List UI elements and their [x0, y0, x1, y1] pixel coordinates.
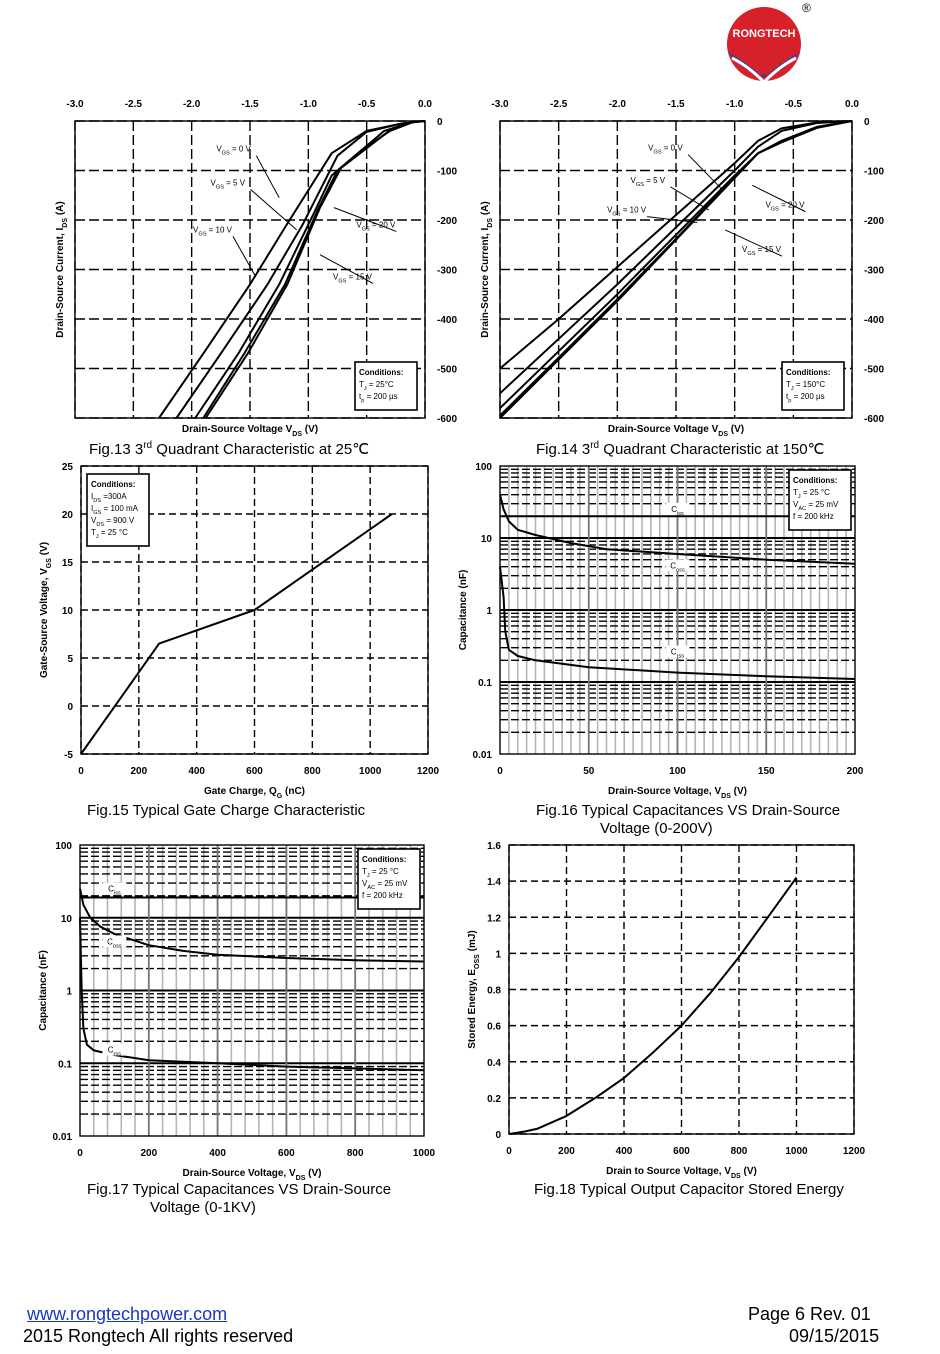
x-tick-label: 600: [278, 1148, 295, 1159]
series-label: $C_{rss}$: [670, 647, 685, 660]
conditions-line: $V_{AC} = 25$ mV: [793, 500, 839, 512]
x-tick-label: -1.0: [299, 99, 317, 110]
y-tick-label: 10: [480, 534, 492, 545]
series-label: $V_{GS} = 10$ V: [607, 205, 647, 218]
y-tick-label: 1: [486, 606, 492, 617]
conditions-line: f = 200 kHz: [362, 891, 403, 900]
y-tick-label: -300: [864, 265, 885, 277]
series-label: $C_{rss}$: [107, 1045, 122, 1058]
series-label: $C_{iss}$: [671, 504, 684, 517]
x-tick-label: 200: [846, 766, 864, 777]
y-tick-label: 0.01: [52, 1132, 72, 1143]
label-leader: [688, 155, 723, 191]
y-tick-label: 1.6: [487, 841, 501, 852]
conditions-line: $T_J = 25$ °C: [91, 528, 128, 540]
x-tick-label: 100: [669, 766, 686, 777]
chart-fig14: [480, 99, 884, 438]
y-tick-label: 1: [495, 949, 501, 961]
x-tick-label: -0.5: [358, 99, 376, 110]
conditions-line: Conditions:: [362, 855, 407, 864]
y-tick-label: -600: [864, 414, 885, 425]
y-tick-label: 0.2: [487, 1093, 501, 1105]
x-tick-label: 400: [209, 1148, 226, 1159]
x-tick-label: 0: [77, 1148, 83, 1159]
x-tick-label: 200: [130, 766, 148, 777]
x-tick-label: -1.0: [726, 99, 744, 110]
y-axis-title: Gate-Source Voltage, $V_{GS}$ (V): [39, 541, 53, 679]
series-label: $V_{GS} = 20$ V: [356, 220, 396, 233]
x-tick-label: 800: [730, 1146, 748, 1157]
y-axis-title: Drain-Source Current, $I_{DS}$ (A): [55, 201, 69, 338]
y-tick-label: 5: [67, 654, 73, 665]
y-tick-label: -300: [437, 265, 458, 277]
x-tick-label: -3.0: [491, 99, 509, 110]
y-tick-label: 15: [61, 558, 73, 569]
y-tick-label: 1: [66, 986, 72, 998]
x-tick-label: 800: [346, 1148, 364, 1159]
x-tick-label: -0.5: [784, 99, 802, 110]
x-tick-label: 1000: [785, 1146, 808, 1157]
y-tick-label: 100: [475, 462, 492, 473]
y-tick-label: -100: [864, 166, 885, 178]
label-leader: [256, 156, 279, 198]
conditions-line: $T_J = 25$ °C: [793, 488, 830, 500]
x-tick-label: 200: [558, 1146, 575, 1157]
x-tick-label: 200: [140, 1148, 158, 1159]
y-tick-label: 0.4: [487, 1057, 501, 1069]
series-label: $V_{GS} = 5$ V: [210, 178, 246, 191]
y-tick-label: -5: [64, 750, 73, 761]
series-label: $V_{GS} = 20$ V: [765, 200, 805, 213]
conditions-line: $t_p = 200$ µs: [786, 392, 825, 404]
conditions-line: $T_J = 150^\circ C$: [786, 380, 826, 392]
logo-text: RONGTECH: [732, 28, 796, 40]
x-tick-label: 1000: [359, 766, 382, 777]
conditions-line: Conditions:: [91, 480, 136, 489]
y-tick-label: 25: [61, 462, 73, 473]
footer-date: 09/15/2015: [789, 1326, 880, 1346]
x-axis-title: Drain-Source Voltage, $V_{DS}$ (V): [607, 786, 748, 800]
caption-fig14: Fig.14 3rd Quadrant Characteristic at 150℃: [536, 440, 825, 458]
y-tick-label: 0: [864, 117, 870, 128]
series-label: $V_{GS} = 0$ V: [216, 144, 251, 157]
y-tick-label: 1.2: [487, 913, 501, 925]
x-tick-label: 0: [497, 766, 503, 777]
conditions-line: $T_J = 25^\circ C$: [359, 380, 394, 392]
series-label: $C_{oss}$: [670, 561, 685, 574]
website-link[interactable]: www.rongtechpower.com: [27, 1304, 228, 1324]
x-tick-label: -2.0: [183, 99, 201, 110]
y-tick-label: 10: [61, 606, 73, 617]
x-tick-label: -2.0: [608, 99, 626, 110]
y-tick-label: 0.1: [478, 678, 492, 689]
x-tick-label: -2.5: [550, 99, 568, 110]
y-tick-label: 20: [61, 510, 73, 521]
x-tick-label: 0.0: [418, 99, 432, 110]
y-tick-label: -100: [437, 166, 458, 178]
x-tick-label: 400: [615, 1146, 633, 1157]
y-tick-label: 0: [495, 1130, 501, 1141]
conditions-line: $t_p = 200$ µs: [359, 392, 398, 404]
x-tick-label: -1.5: [241, 99, 259, 110]
chart-fig18: [467, 841, 866, 1180]
page-number: Page 6 Rev. 01: [748, 1304, 871, 1324]
conditions-line: $I_{GS} = 100$ mA: [91, 504, 139, 516]
conditions-line: Conditions:: [359, 368, 404, 377]
caption-fig17-line2: Voltage (0-1KV): [150, 1199, 256, 1216]
conditions-line: $I_{DS} =300A$: [91, 492, 127, 504]
y-tick-label: -500: [437, 364, 458, 376]
series-label: $C_{oss}$: [107, 937, 122, 950]
y-axis-title: Capacitance (nF): [38, 950, 49, 1031]
y-tick-label: 100: [55, 841, 72, 852]
y-tick-label: -200: [864, 216, 885, 227]
x-tick-label: 600: [673, 1146, 690, 1157]
y-axis-title: Capacitance (nF): [458, 569, 469, 651]
conditions-line: $V_{AC} = 25$ mV: [362, 879, 408, 891]
y-tick-label: 10: [60, 913, 72, 925]
x-tick-label: 1200: [416, 766, 440, 777]
conditions-line: $T_J = 25$ °C: [362, 867, 399, 879]
y-axis-title: Drain-Source Current, $I_{DS}$ (A): [480, 201, 494, 338]
y-axis-title: Stored Energy, $E_{OSS}$ (mJ): [467, 930, 481, 1049]
x-axis-title: Drain to Source Voltage, $V_{DS}$ (V): [606, 1166, 757, 1180]
label-leader: [251, 189, 297, 230]
series-label: $V_{GS} = 15$ V: [742, 245, 782, 258]
conditions-line: Conditions:: [786, 368, 831, 377]
x-tick-label: 800: [303, 766, 321, 777]
caption-fig15: Fig.15 Typical Gate Charge Characteristic: [87, 802, 366, 819]
caption-fig13: Fig.13 3rd Quadrant Characteristic at 25℃: [89, 440, 370, 458]
x-tick-label: 0: [506, 1146, 512, 1157]
x-tick-label: 0: [78, 766, 84, 777]
x-tick-label: 50: [583, 766, 595, 777]
caption-fig16-line2: Voltage (0-200V): [600, 820, 713, 837]
x-tick-label: -2.5: [124, 99, 142, 110]
chart-fig17: [38, 841, 436, 1182]
chart-fig16: [458, 462, 864, 800]
y-tick-label: 0.6: [487, 1021, 501, 1033]
x-tick-label: 150: [757, 766, 775, 777]
y-tick-label: -200: [437, 216, 458, 227]
y-tick-label: 1.4: [487, 877, 501, 889]
y-tick-label: 0.8: [487, 985, 501, 997]
x-tick-label: -3.0: [66, 99, 84, 110]
copyright-text: 2015 Rongtech All rights reserved: [23, 1326, 294, 1346]
x-tick-label: 600: [246, 766, 263, 777]
x-axis-title: Drain-Source Voltage $V_{DS}$ (V): [181, 424, 319, 438]
conditions-line: $V_{DS} = 900$ V: [91, 516, 135, 528]
y-tick-label: -400: [864, 315, 885, 326]
y-tick-label: 0.01: [472, 750, 492, 761]
label-leader: [233, 236, 256, 277]
x-tick-label: 1200: [842, 1146, 866, 1157]
caption-fig16-line1: Fig.16 Typical Capacitances VS Drain-Source: [536, 802, 841, 819]
x-tick-label: 0.0: [845, 99, 859, 110]
x-tick-label: -1.5: [667, 99, 685, 110]
y-tick-label: 0: [437, 117, 443, 128]
series-label: $V_{GS} = 10$ V: [193, 225, 233, 238]
series-label: $C_{iss}$: [108, 884, 121, 897]
chart-fig15: [39, 462, 440, 800]
series-line-0: [81, 514, 392, 754]
y-tick-label: -600: [437, 414, 458, 425]
series-line-0: [509, 878, 797, 1135]
series-label: $V_{GS} = 0$ V: [648, 143, 683, 156]
caption-fig17-line1: Fig.17 Typical Capacitances VS Drain-Source: [87, 1181, 392, 1198]
conditions-line: Conditions:: [793, 476, 838, 485]
y-tick-label: 0: [67, 702, 73, 713]
series-label: $V_{GS} = 15$ V: [333, 272, 373, 285]
x-tick-label: 1000: [412, 1148, 436, 1159]
series-label: $V_{GS} = 5$ V: [630, 175, 666, 188]
conditions-line: f = 200 kHz: [793, 512, 834, 521]
x-axis-title: Drain-Source Voltage, $V_{DS}$ (V): [182, 1168, 322, 1182]
y-tick-label: -400: [437, 315, 458, 326]
caption-fig18: Fig.18 Typical Output Capacitor Stored Energy: [534, 1181, 844, 1198]
y-tick-label: -500: [864, 364, 885, 376]
registered-mark: ®: [802, 1, 811, 15]
y-tick-label: 0.1: [58, 1059, 72, 1071]
x-axis-title: Drain-Source Voltage $V_{DS}$ (V): [607, 424, 745, 438]
x-tick-label: 400: [188, 766, 206, 777]
chart-fig13: [55, 99, 457, 438]
x-axis-title: Gate Charge, $Q_G$ (nC): [203, 786, 306, 800]
